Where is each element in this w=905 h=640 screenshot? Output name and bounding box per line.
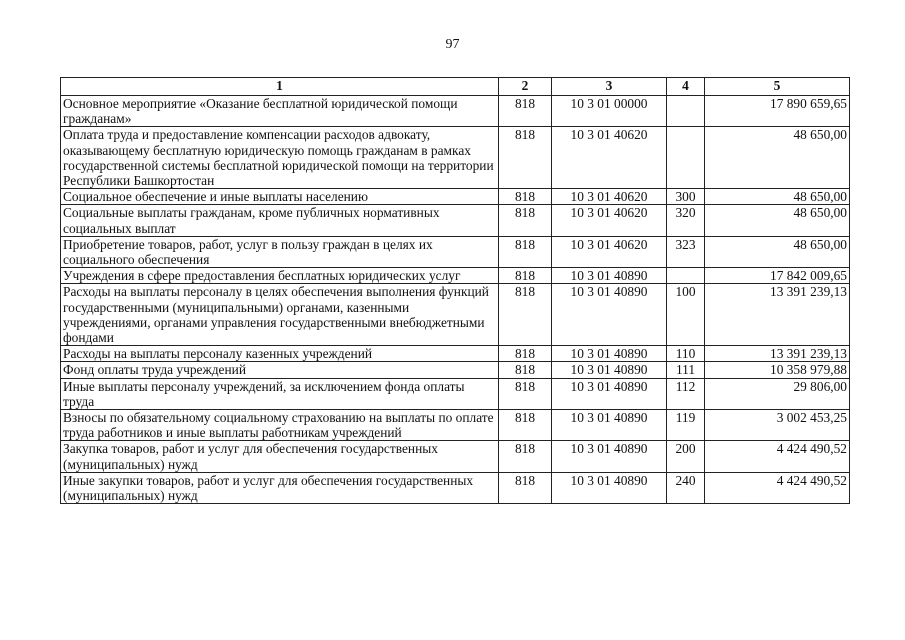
row-sum-cell: 3 002 453,25	[705, 410, 850, 441]
header-cell-vr: 4	[667, 78, 705, 96]
row-ved-cell: 818	[499, 410, 552, 441]
row-ved-cell: 818	[499, 205, 552, 236]
table-row	[61, 410, 850, 441]
row-ved-cell: 818	[499, 362, 552, 378]
row-name-cell: Учреждения в сфере предоставления бесплатных юридических услуг	[61, 268, 499, 284]
row-sum-cell: 10 358 979,88	[705, 362, 850, 378]
header-cell-ved: 2	[499, 78, 552, 96]
row-name-cell: Расходы на выплаты персоналу казенных учреждений	[61, 346, 499, 362]
row-ved-cell: 818	[499, 236, 552, 267]
row-csr-cell: 10 3 01 40620	[552, 236, 667, 267]
row-csr-cell: 10 3 01 40890	[552, 346, 667, 362]
header-cell-name: 1	[61, 78, 499, 96]
row-name-cell: Оплата труда и предоставление компенсации расходов адвокату, оказывающему бесплатную юридическую помощь гражданам в рамках государственной системы бесплатной юридической помощи на территории Республики Башкортостан	[61, 127, 499, 189]
table-row	[61, 268, 850, 284]
row-ved-cell: 818	[499, 284, 552, 346]
row-vr-cell: 110	[667, 346, 705, 362]
row-csr-cell: 10 3 01 40890	[552, 472, 667, 503]
row-vr-cell: 300	[667, 189, 705, 205]
row-sum-cell: 48 650,00	[705, 189, 850, 205]
row-csr-cell: 10 3 01 40890	[552, 284, 667, 346]
table-row	[61, 205, 850, 236]
table-row	[61, 189, 850, 205]
row-ved-cell: 818	[499, 96, 552, 127]
row-sum-cell: 4 424 490,52	[705, 472, 850, 503]
row-name-cell: Иные закупки товаров, работ и услуг для обеспечения государственных (муниципальных) нужд	[61, 472, 499, 503]
row-ved-cell: 818	[499, 378, 552, 409]
row-vr-cell: 112	[667, 378, 705, 409]
row-sum-cell: 17 890 659,65	[705, 96, 850, 127]
row-sum-cell: 13 391 239,13	[705, 284, 850, 346]
row-sum-cell: 13 391 239,13	[705, 346, 850, 362]
row-csr-cell: 10 3 01 00000	[552, 96, 667, 127]
row-ved-cell: 818	[499, 189, 552, 205]
row-name-cell: Расходы на выплаты персоналу в целях обеспечения выполнения функций государственными (муниципальными) органами, казенными учреждениями, органами управления государственными внебюджетными фондами	[61, 284, 499, 346]
header-cell-csr: 3	[552, 78, 667, 96]
row-sum-cell: 29 806,00	[705, 378, 850, 409]
row-name-cell: Фонд оплаты труда учреждений	[61, 362, 499, 378]
row-sum-cell: 48 650,00	[705, 127, 850, 189]
row-csr-cell: 10 3 01 40890	[552, 268, 667, 284]
row-csr-cell: 10 3 01 40890	[552, 441, 667, 472]
page-number: 97	[445, 37, 460, 52]
row-vr-cell	[667, 127, 705, 189]
row-vr-cell	[667, 268, 705, 284]
row-sum-cell: 48 650,00	[705, 205, 850, 236]
row-vr-cell: 320	[667, 205, 705, 236]
row-name-cell: Приобретение товаров, работ, услуг в пользу граждан в целях их социального обеспечения	[61, 236, 499, 267]
table-row	[61, 127, 850, 189]
row-name-cell: Социальные выплаты гражданам, кроме публичных нормативных социальных выплат	[61, 205, 499, 236]
table-row	[61, 378, 850, 409]
row-ved-cell: 818	[499, 127, 552, 189]
row-name-cell: Основное мероприятие «Оказание бесплатной юридической помощи гражданам»	[61, 96, 499, 127]
table-row	[61, 472, 850, 503]
row-vr-cell	[667, 96, 705, 127]
row-ved-cell: 818	[499, 441, 552, 472]
row-sum-cell: 17 842 009,65	[705, 268, 850, 284]
header-row	[61, 78, 850, 96]
row-csr-cell: 10 3 01 40620	[552, 205, 667, 236]
row-sum-cell: 4 424 490,52	[705, 441, 850, 472]
row-csr-cell: 10 3 01 40620	[552, 127, 667, 189]
row-csr-cell: 10 3 01 40890	[552, 362, 667, 378]
row-vr-cell: 100	[667, 284, 705, 346]
row-name-cell: Социальное обеспечение и иные выплаты населению	[61, 189, 499, 205]
row-ved-cell: 818	[499, 346, 552, 362]
row-vr-cell: 323	[667, 236, 705, 267]
table-row	[61, 236, 850, 267]
row-csr-cell: 10 3 01 40620	[552, 189, 667, 205]
row-sum-cell: 48 650,00	[705, 236, 850, 267]
row-vr-cell: 200	[667, 441, 705, 472]
row-vr-cell: 111	[667, 362, 705, 378]
row-name-cell: Иные выплаты персоналу учреждений, за исключением фонда оплаты труда	[61, 378, 499, 409]
row-csr-cell: 10 3 01 40890	[552, 378, 667, 409]
row-name-cell: Закупка товаров, работ и услуг для обеспечения государственных (муниципальных) нужд	[61, 441, 499, 472]
budget-table	[60, 77, 850, 504]
table-row	[61, 96, 850, 127]
row-ved-cell: 818	[499, 268, 552, 284]
row-vr-cell: 119	[667, 410, 705, 441]
row-vr-cell: 240	[667, 472, 705, 503]
row-name-cell: Взносы по обязательному социальному страхованию на выплаты по оплате труда работников и иные выплаты работникам учреждений	[61, 410, 499, 441]
table-row	[61, 346, 850, 362]
header-cell-sum: 5	[705, 78, 850, 96]
table-row	[61, 284, 850, 346]
row-ved-cell: 818	[499, 472, 552, 503]
row-csr-cell: 10 3 01 40890	[552, 410, 667, 441]
table-row	[61, 441, 850, 472]
table-row	[61, 362, 850, 378]
